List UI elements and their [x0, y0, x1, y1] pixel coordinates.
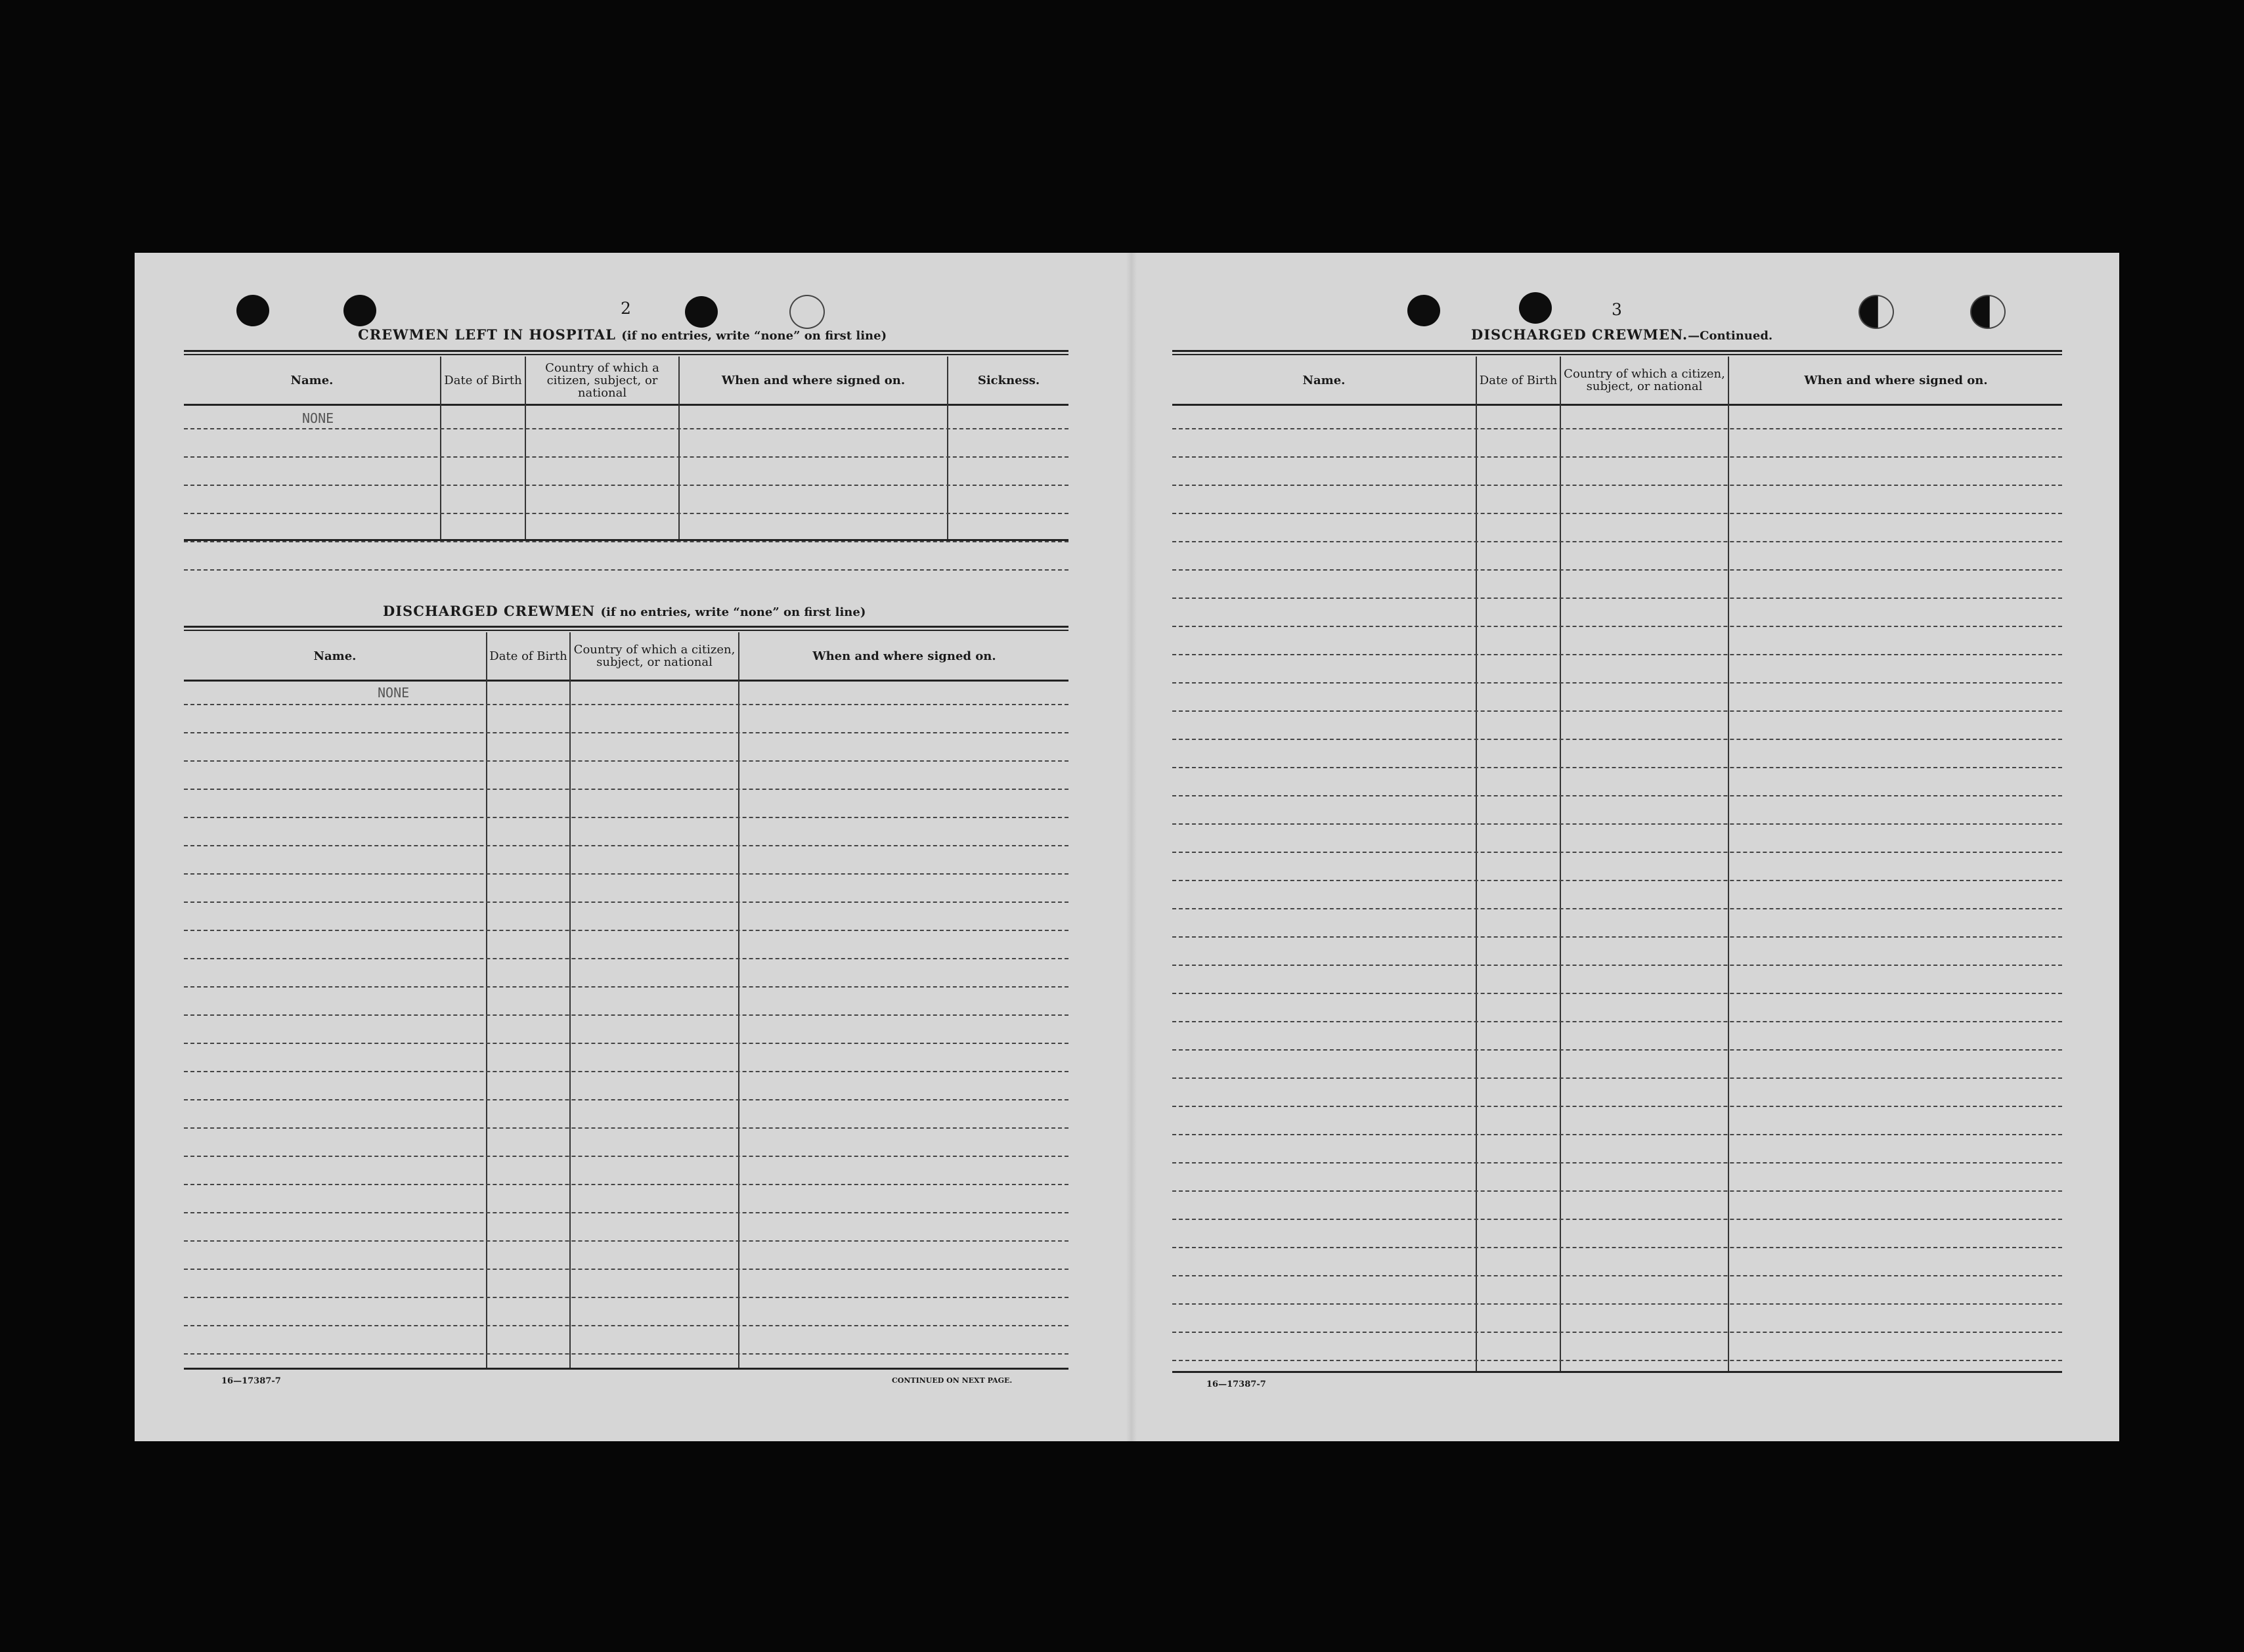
table-row	[184, 902, 1068, 903]
table-row	[1172, 1162, 2062, 1163]
table-row	[1172, 682, 2062, 684]
table-row	[1172, 795, 2062, 796]
table-row	[1172, 485, 2062, 486]
table-row	[1172, 513, 2062, 514]
table-row	[184, 485, 1068, 486]
column-header-name: Name.	[1302, 373, 1346, 387]
table-row	[184, 1043, 1068, 1044]
table-row	[1172, 1332, 2062, 1333]
table-row	[184, 986, 1068, 988]
table-row	[1172, 1077, 2062, 1079]
table-row	[184, 873, 1068, 875]
table-row	[184, 704, 1068, 705]
none-entry: NONE	[378, 685, 410, 701]
table-row	[184, 1240, 1068, 1242]
table-row	[1172, 541, 2062, 542]
column-header-date-of-birth: Date of Birth	[489, 649, 567, 663]
table-row	[1172, 626, 2062, 627]
table-row	[184, 1297, 1068, 1298]
table-row	[184, 789, 1068, 790]
discharged-rows	[184, 632, 1068, 1368]
table-row	[184, 1156, 1068, 1157]
table-row	[1172, 1049, 2062, 1051]
table-row	[184, 1014, 1068, 1016]
punch-hole	[1970, 295, 2006, 329]
punch-hole	[685, 296, 718, 328]
punch-hole	[1407, 295, 1440, 326]
discharged-continued-rows	[1172, 357, 2062, 1371]
table-row	[1172, 908, 2062, 909]
column-header-country: Country of which a citizen, subject, or national	[573, 643, 736, 669]
table-row	[1172, 569, 2062, 571]
column-header-country: Country of which a citizen, subject, or national	[1564, 367, 1725, 393]
table-row	[184, 1269, 1068, 1270]
column-header-date-of-birth: Date of Birth	[1479, 373, 1558, 387]
table-row	[184, 428, 1068, 429]
punch-hole	[236, 295, 269, 326]
table-row	[184, 569, 1068, 571]
table-row	[1172, 1219, 2062, 1220]
form-number: 16—17387-7	[1206, 1380, 1266, 1389]
table-row	[184, 958, 1068, 959]
table-row	[184, 1127, 1068, 1129]
double-rule	[184, 626, 1068, 631]
table-row	[1172, 428, 2062, 429]
table-row	[184, 845, 1068, 846]
table-row	[1172, 1106, 2062, 1107]
punch-hole	[343, 295, 376, 326]
table-row	[1172, 936, 2062, 938]
table-row	[1172, 1190, 2062, 1192]
punch-hole	[789, 295, 825, 329]
column-header-date-of-birth: Date of Birth	[444, 373, 522, 387]
discharged-table	[184, 632, 1068, 1370]
table-row	[184, 930, 1068, 931]
table-row	[184, 732, 1068, 733]
table-row	[1172, 1275, 2062, 1276]
table-row	[1172, 1134, 2062, 1135]
table-row	[1172, 880, 2062, 881]
table-row	[1172, 1021, 2062, 1022]
column-header-signed-on: When and where signed on.	[812, 649, 996, 663]
column-header-sickness: Sickness.	[977, 373, 1040, 387]
table-row	[1172, 993, 2062, 994]
table-row	[184, 456, 1068, 458]
table-row	[1172, 767, 2062, 768]
table-row	[1172, 1303, 2062, 1305]
form-sheet	[135, 253, 2119, 1441]
discharged-continued-table	[1172, 357, 2062, 1373]
column-header-name: Name.	[313, 649, 357, 663]
hospital-section-title: CREWMEN LEFT IN HOSPITAL (if no entries, write “none” on first line)	[358, 326, 887, 343]
table-row	[1172, 1247, 2062, 1248]
form-number: 16—17387-7	[221, 1376, 281, 1386]
table-row	[184, 817, 1068, 818]
table-row	[184, 760, 1068, 762]
table-row	[184, 1184, 1068, 1185]
right-page-title: DISCHARGED CREWMEN.—Continued.	[1471, 326, 1773, 343]
table-row	[184, 1212, 1068, 1213]
table-row	[184, 1353, 1068, 1355]
table-row	[1172, 852, 2062, 853]
table-row	[1172, 823, 2062, 825]
punch-hole	[1519, 292, 1552, 324]
page-number: 3	[1612, 300, 1622, 319]
table-row	[184, 513, 1068, 514]
continued-note: CONTINUED ON NEXT PAGE.	[892, 1376, 1013, 1385]
table-row	[1172, 739, 2062, 740]
table-row	[184, 541, 1068, 542]
table-row	[184, 1325, 1068, 1326]
table-row	[184, 1071, 1068, 1072]
page-number: 2	[621, 299, 631, 318]
page-fold	[1126, 253, 1137, 1441]
column-header-name: Name.	[290, 373, 334, 387]
table-row	[1172, 598, 2062, 599]
column-header-signed-on: When and where signed on.	[721, 373, 906, 387]
column-header-signed-on: When and where signed on.	[1804, 373, 1988, 387]
table-row	[1172, 965, 2062, 966]
column-header-country: Country of which a citizen, subject, or national	[545, 360, 659, 400]
punch-hole	[1859, 295, 1894, 329]
table-row	[184, 1099, 1068, 1100]
hospital-rows	[184, 357, 1068, 539]
table-row	[1172, 710, 2062, 712]
table-row	[1172, 456, 2062, 458]
double-rule	[1172, 350, 2062, 355]
table-row	[1172, 654, 2062, 655]
discharged-section-title: DISCHARGED CREWMEN (if no entries, write “none” on first line)	[383, 603, 866, 619]
double-rule	[184, 350, 1068, 355]
none-entry: NONE	[302, 410, 334, 426]
table-row	[1172, 1360, 2062, 1361]
hospital-table	[184, 357, 1068, 541]
